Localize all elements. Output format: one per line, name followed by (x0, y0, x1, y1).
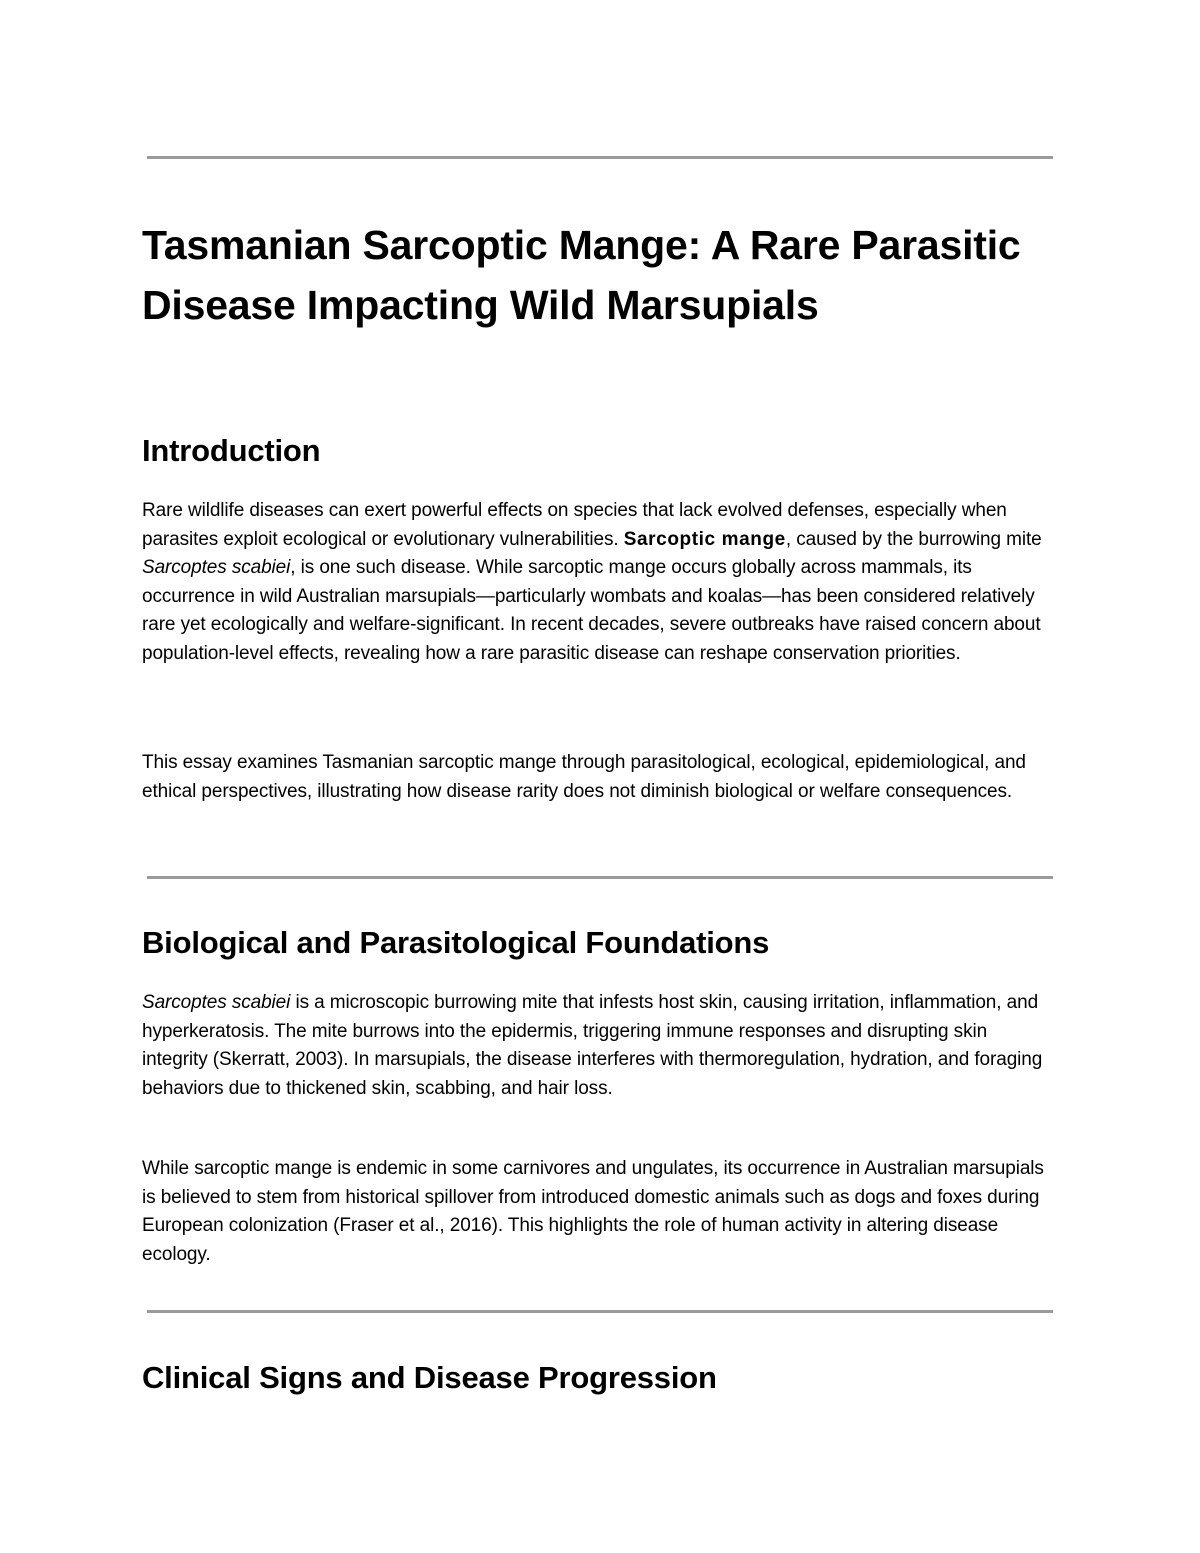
horizontal-rule (147, 156, 1053, 159)
section-heading-introduction: Introduction (142, 433, 321, 468)
horizontal-rule (147, 876, 1053, 879)
intro-paragraph-1-text-middle: , caused by the burrowing mite (785, 528, 1042, 550)
species-name-italic: Sarcoptes scabiei (142, 992, 291, 1013)
intro-paragraph-2: This essay examines Tasmanian sarcoptic mange through parasitological, ecological, epidemiological, and ethical perspectives, illustrating how disease rarity does not diminish biological or welfare consequences. (142, 752, 1026, 802)
intro-paragraph-1-text-start: Rare wildlife diseases can exert powerful effects on species that lack evolved defenses, especially when parasites exploit ecological or evolutionary vulnerabilities. (142, 500, 1007, 550)
section-heading-clinical-signs: Clinical Signs and Disease Progression (142, 1360, 717, 1395)
section-heading-biological-foundations: Biological and Parasitological Foundations (142, 925, 770, 960)
biology-paragraph-1 (142, 989, 1052, 1103)
intro-paragraph-1-text-end: , is one such disease. While sarcoptic mange occurs globally across mammals, its occurrence in wild Australian marsupials—particularly wombats and koalas—has been considered relatively rare yet ecologically and welfare-significant. In recent decades, severe outbreaks have raised concern about population-level effects, revealing how a rare parasitic disease can reshape conservation priorities. (142, 557, 1041, 664)
bold-term-sarcoptic-mange: Sarcoptic mange (623, 528, 786, 550)
species-name-italic: Sarcoptes scabiei (142, 557, 291, 579)
intro-paragraph-1 (142, 497, 1052, 669)
document-title: Tasmanian Sarcoptic Mange: A Rare Parasitic Disease Impacting Wild Marsupials (142, 222, 1021, 328)
biology-paragraph-2: While sarcoptic mange is endemic in some carnivores and ungulates, its occurrence in Australian marsupials is believed to stem from historical spillover from introduced domestic animals such as dogs and foxes during European colonization (Fraser et al., 2016). This highlights the role of human activity in altering disease ecology. (142, 1158, 1044, 1265)
biology-paragraph-1-text: is a microscopic burrowing mite that infests host skin, causing irritation, inflammation, and hyperkeratosis. The mite burrows into the epidermis, triggering immune responses and disrupting skin integrity (Skerratt, 2003). In marsupials, the disease interferes with thermoregulation, hydration, and foraging behaviors due to thickened skin, scabbing, and hair loss. (142, 992, 1043, 1099)
horizontal-rule (147, 1310, 1053, 1313)
